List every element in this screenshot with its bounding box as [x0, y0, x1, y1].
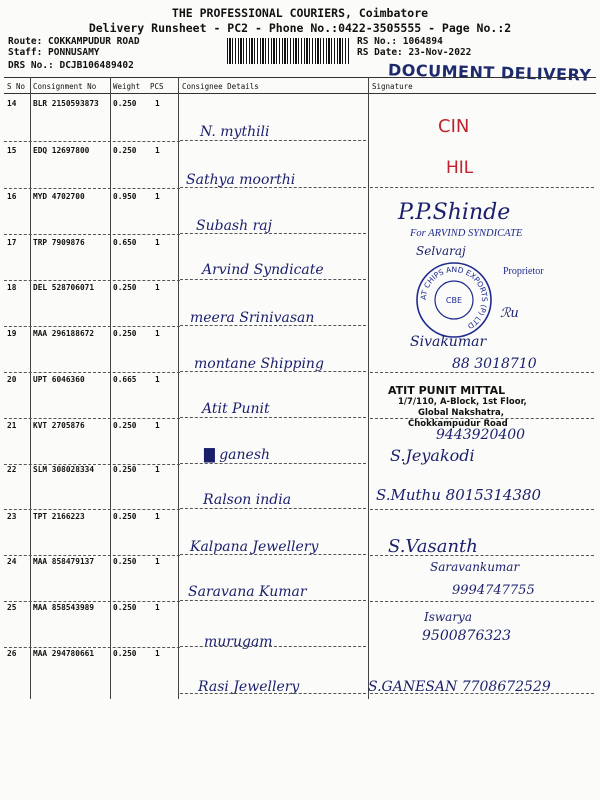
- row-separator: [4, 555, 180, 556]
- consignee-line: [180, 417, 366, 418]
- row-weight: 0.250: [113, 329, 137, 338]
- consignee-name: Ralson india: [203, 492, 292, 508]
- consignee-line: [180, 187, 366, 188]
- signature-25-name: Iswarya: [424, 610, 472, 624]
- consignee-name: Kalpana Jewellery: [190, 539, 319, 555]
- row-separator: [4, 601, 180, 602]
- row-pcs: 1: [155, 465, 160, 474]
- consignee-line: [180, 233, 366, 234]
- signature-15: HIL: [446, 158, 474, 178]
- signature-line: [370, 372, 594, 373]
- signature-line: [370, 601, 594, 602]
- table-top-border: [4, 77, 596, 78]
- row-separator: [4, 372, 180, 373]
- signature-24-name: Saravankumar: [430, 560, 520, 574]
- row-pcs: 1: [155, 603, 160, 612]
- row-pcs: 1: [155, 375, 160, 384]
- rs-date: RS Date: 23-Nov-2022: [357, 47, 472, 58]
- row-weight: 0.250: [113, 421, 137, 430]
- signature-23: S.Vasanth: [388, 536, 478, 557]
- consignee-line: [180, 554, 366, 555]
- table-header-border: [4, 93, 596, 94]
- row-pcs: 1: [155, 238, 160, 247]
- row-pcs: 1: [155, 557, 160, 566]
- row-pcs: 1: [155, 649, 160, 658]
- row-weight: 0.250: [113, 99, 137, 108]
- arvind-syndicate-stamp: For ARVIND SYNDICATE: [410, 228, 523, 239]
- consignee-line: [180, 279, 366, 280]
- atit-stamp-address: 1/7/110, A-Block, 1st Floor,: [398, 397, 527, 407]
- signature-line: [370, 509, 594, 510]
- row-pcs: 1: [155, 192, 160, 201]
- consignee-line: [180, 463, 366, 464]
- row-consignment: EDQ 12697800: [33, 146, 90, 155]
- row-separator: [4, 509, 180, 510]
- row-consignment: MAA 858543989: [33, 603, 95, 612]
- company-title: THE PROFESSIONAL COURIERS, Coimbatore: [171, 6, 429, 20]
- row-sno: 24: [7, 557, 17, 566]
- row-sno: 25: [7, 603, 17, 612]
- row-sno: 26: [7, 649, 17, 658]
- row-weight: 0.250: [113, 557, 137, 566]
- barcode: [227, 38, 349, 64]
- row-weight: 0.650: [113, 238, 137, 247]
- consignee-line: [180, 371, 366, 372]
- row-consignment: BLR 2150593873: [33, 99, 99, 108]
- consignee-name: murugam: [204, 634, 273, 650]
- consignee-line: [180, 600, 366, 601]
- col-divider: [368, 77, 369, 699]
- row-separator: [4, 234, 180, 235]
- row-weight: 0.250: [113, 512, 137, 521]
- row-weight: 0.665: [113, 375, 137, 384]
- row-sno: 15: [7, 146, 17, 155]
- consignee-name: ▇ ganesh: [204, 447, 271, 463]
- row-weight: 0.250: [113, 283, 137, 292]
- row-sno: 20: [7, 375, 17, 384]
- consignee-name: montane Shipping: [194, 356, 324, 372]
- row-sno: 21: [7, 421, 17, 430]
- row-separator: [4, 418, 180, 419]
- col-divider: [178, 77, 179, 699]
- row-consignment: MAA 296188672: [33, 329, 95, 338]
- row-separator: [4, 280, 180, 281]
- row-consignment: KVT 2705876: [33, 421, 85, 430]
- route-label: Route: COKKAMPUDUR ROAD: [8, 36, 140, 47]
- signature-16: P.P.Shinde: [398, 200, 511, 225]
- consignee-line: [180, 646, 366, 647]
- signature-19-name: Sivakumar: [410, 334, 487, 350]
- seal-center-text: CBE: [445, 296, 463, 305]
- consignee-name: Saravana Kumar: [188, 584, 307, 600]
- col-divider: [110, 77, 111, 699]
- col-head-pcs: PCS: [150, 82, 164, 91]
- col-head-consignee: Consignee Details: [182, 82, 259, 91]
- row-sno: 22: [7, 465, 17, 474]
- consignee-line: [180, 693, 366, 694]
- signature-line: [370, 187, 594, 188]
- col-head-consignment: Consignment No: [33, 82, 97, 91]
- row-weight: 0.250: [113, 146, 137, 155]
- row-consignment: TPT 2166223: [33, 512, 85, 521]
- row-consignment: TRP 7909876: [33, 238, 85, 247]
- row-pcs: 1: [155, 99, 160, 108]
- col-head-signature: Signature: [372, 82, 413, 91]
- row-consignment: MYD 4702700: [33, 192, 85, 201]
- atit-stamp-name: ATIT PUNIT MITTAL: [388, 384, 506, 397]
- row-weight: 0.250: [113, 465, 137, 474]
- row-pcs: 1: [155, 283, 160, 292]
- row-consignment: DEL 528706071: [33, 283, 95, 292]
- consignee-text: ganesh: [219, 447, 271, 463]
- row-pcs: 1: [155, 421, 160, 430]
- consignee-name: Sathya moorthi: [186, 172, 296, 188]
- consignee-line: [180, 140, 366, 141]
- row-weight: 0.950: [113, 192, 137, 201]
- row-consignment: SLM 308028334: [33, 465, 95, 474]
- row-sno: 23: [7, 512, 17, 521]
- row-separator: [4, 188, 180, 189]
- consignee-name: Rasi Jewellery: [198, 679, 300, 695]
- signature-21: S.Jeyakodi: [390, 446, 475, 465]
- consignee-name: N. mythili: [200, 124, 270, 140]
- staff-label: Staff: PONNUSAMY: [8, 47, 100, 58]
- row-pcs: 1: [155, 512, 160, 521]
- signature-17-name: Selvaraj: [416, 244, 466, 258]
- row-separator: [4, 326, 180, 327]
- atit-stamp-address: Global Nakshatra,: [418, 408, 504, 418]
- atit-stamp-address: Chokkampudur Road: [408, 419, 508, 429]
- consignee-line: [180, 508, 366, 509]
- row-sno: 19: [7, 329, 17, 338]
- signature-18-mark: ℛu: [500, 306, 519, 321]
- signature-22: S.Muthu 8015314380: [376, 486, 542, 504]
- signature-19-phone: 88 3018710: [452, 356, 537, 372]
- col-divider: [30, 77, 31, 699]
- row-separator: [4, 647, 180, 648]
- col-head-sno: S No: [7, 82, 26, 91]
- row-consignment: UPT 6046360: [33, 375, 85, 384]
- seal-ring-text: AT CHIPS AND EXPORTS (P) LTD: [418, 264, 490, 331]
- signature-26: S.GANESAN 7708672529: [368, 679, 551, 695]
- row-pcs: 1: [155, 146, 160, 155]
- consignee-line: [180, 325, 366, 326]
- drs-label: DRS No.: DCJB106489402: [8, 60, 134, 71]
- runsheet-title: Delivery Runsheet - PC2 - Phone No.:0422-3505555 - Page No.:2: [88, 21, 512, 35]
- row-separator: [4, 141, 180, 142]
- row-sno: 18: [7, 283, 17, 292]
- company-seal: [414, 260, 494, 340]
- signature-14: CIN: [438, 116, 470, 137]
- rs-number: RS No.: 1064894: [357, 36, 443, 47]
- signature-21-phone: 9443920400: [436, 427, 526, 443]
- proprietor-stamp: Proprietor: [503, 266, 544, 277]
- row-consignment: MAA 858479137: [33, 557, 95, 566]
- consignee-name: Arvind Syndicate: [202, 262, 324, 278]
- row-consignment: MAA 294780661: [33, 649, 95, 658]
- consignee-name: meera Srinivasan: [190, 310, 315, 326]
- row-sno: 17: [7, 238, 17, 247]
- row-weight: 0.250: [113, 649, 137, 658]
- signature-25-phone: 9500876323: [422, 628, 512, 644]
- document-delivery-stamp: DOCUMENT DELIVERY: [387, 60, 592, 85]
- col-head-weight: Weight: [113, 82, 141, 91]
- row-weight: 0.250: [113, 603, 137, 612]
- consignee-name: Atit Punit: [202, 401, 270, 417]
- signature-24-phone: 9994747755: [452, 583, 535, 598]
- row-pcs: 1: [155, 329, 160, 338]
- row-sno: 14: [7, 99, 17, 108]
- consignee-name: Subash raj: [196, 218, 272, 234]
- row-sno: 16: [7, 192, 17, 201]
